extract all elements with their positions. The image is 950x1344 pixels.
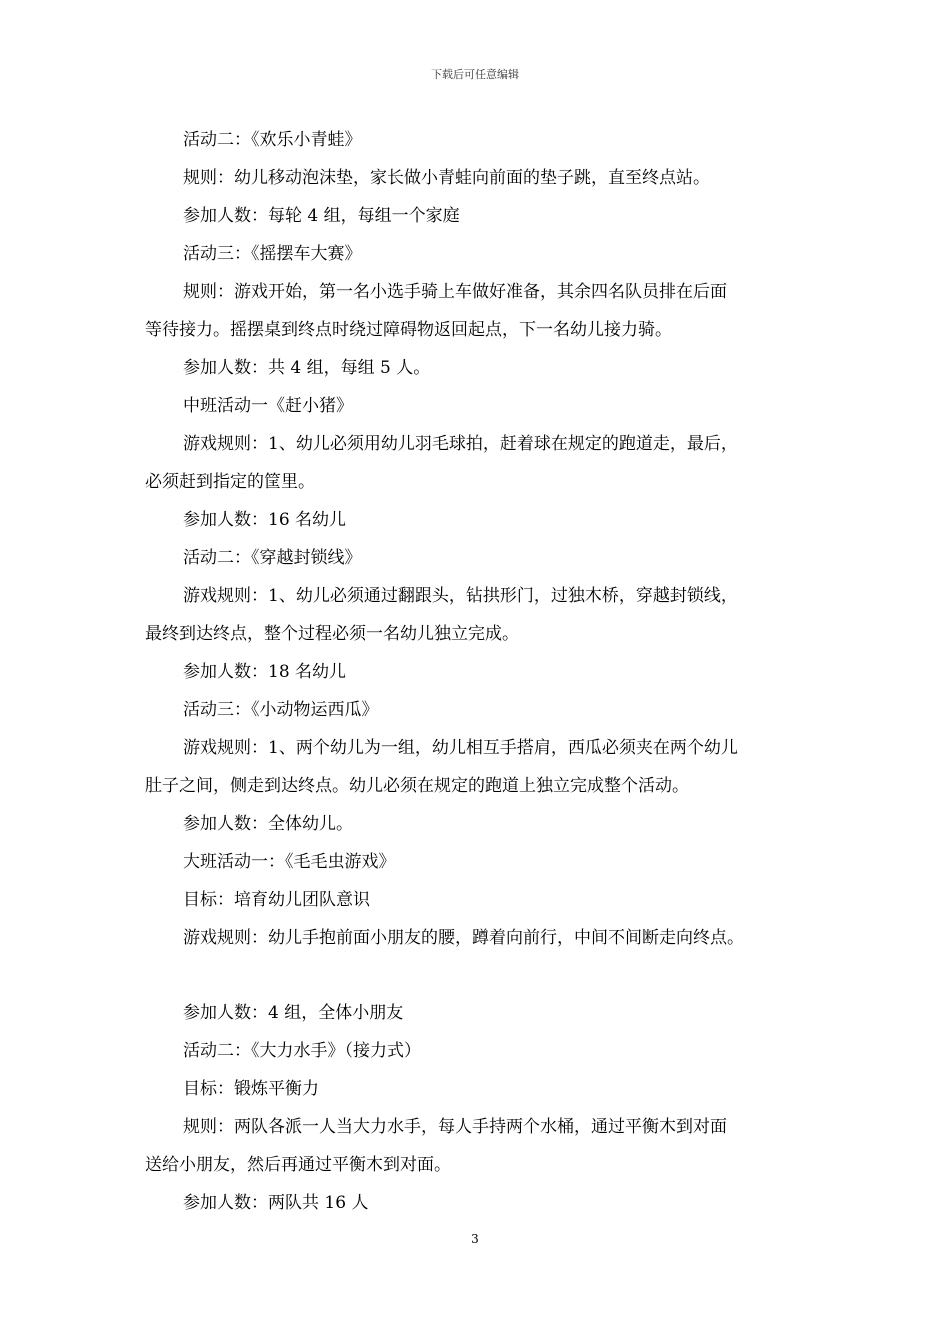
activity-rule: 游戏规则：幼儿手抱前面小朋友的腰，蹲着向前行，中间不间断走向终点。 — [183, 928, 744, 948]
activity-rule: 规则：两队各派一人当大力水手，每人手持两个水桶，通过平衡木到对面 — [183, 1117, 727, 1137]
activity-rule: 游戏规则：1、两个幼儿为一组，幼儿相互手搭肩，西瓜必须夹在两个幼儿 — [183, 738, 738, 758]
participant-count: 参加人数：18 名幼儿 — [183, 662, 347, 682]
activity-rule: 游戏规则：1、幼儿必须用幼儿羽毛球拍，赶着球在规定的跑道走，最后， — [183, 434, 738, 454]
activity-rule-continued: 必须赶到指定的筐里。 — [145, 472, 315, 492]
activity-title: 活动二：《大力水手》（接力式） — [183, 1041, 421, 1061]
activity-rule: 规则：幼儿移动泡沫垫，家长做小青蛙向前面的垫子跳，直至终点站。 — [183, 168, 710, 188]
activity-rule-continued: 送给小朋友，然后再通过平衡木到对面。 — [145, 1155, 451, 1175]
page-number: 3 — [471, 1232, 479, 1246]
activity-title: 中班活动一《赶小猪》 — [183, 396, 353, 416]
document-body — [145, 121, 825, 1222]
participant-count: 参加人数：全体幼儿。 — [183, 814, 353, 834]
activity-rule-continued: 等待接力。摇摆桌到终点时绕过障碍物返回起点，下一名幼儿接力骑。 — [145, 320, 672, 340]
participant-count: 参加人数：4 组，全体小朋友 — [183, 1003, 404, 1023]
activity-rule-continued: 最终到达终点，整个过程必须一名幼儿独立完成。 — [145, 624, 519, 644]
activity-rule: 规则：游戏开始，第一名小选手骑上车做好准备，其余四名队员排在后面 — [183, 282, 727, 302]
activity-goal: 目标：锻炼平衡力 — [183, 1079, 319, 1099]
participant-count: 参加人数：两队共 16 人 — [183, 1193, 369, 1213]
activity-title: 活动三：《摇摆车大赛》 — [183, 244, 362, 264]
participant-count: 参加人数：每轮 4 组，每组一个家庭 — [183, 206, 460, 226]
page-header-note: 下载后可任意编辑 — [431, 68, 519, 81]
activity-rule: 游戏规则：1、幼儿必须通过翻跟头，钻拱形门，过独木桥，穿越封锁线， — [183, 586, 738, 606]
participant-count: 参加人数：16 名幼儿 — [183, 510, 347, 530]
activity-rule-continued: 肚子之间，侧走到达终点。幼儿必须在规定的跑道上独立完成整个活动。 — [145, 776, 689, 796]
activity-title: 大班活动一：《毛毛虫游戏》 — [183, 852, 396, 872]
activity-title: 活动三：《小动物运西瓜》 — [183, 700, 379, 720]
activity-goal: 目标：培育幼儿团队意识 — [183, 890, 370, 910]
participant-count: 参加人数：共 4 组，每组 5 人。 — [183, 358, 431, 378]
blank-line — [145, 957, 825, 994]
activity-title: 活动二：《穿越封锁线》 — [183, 548, 362, 568]
activity-title: 活动二：《欢乐小青蛙》 — [183, 130, 362, 150]
